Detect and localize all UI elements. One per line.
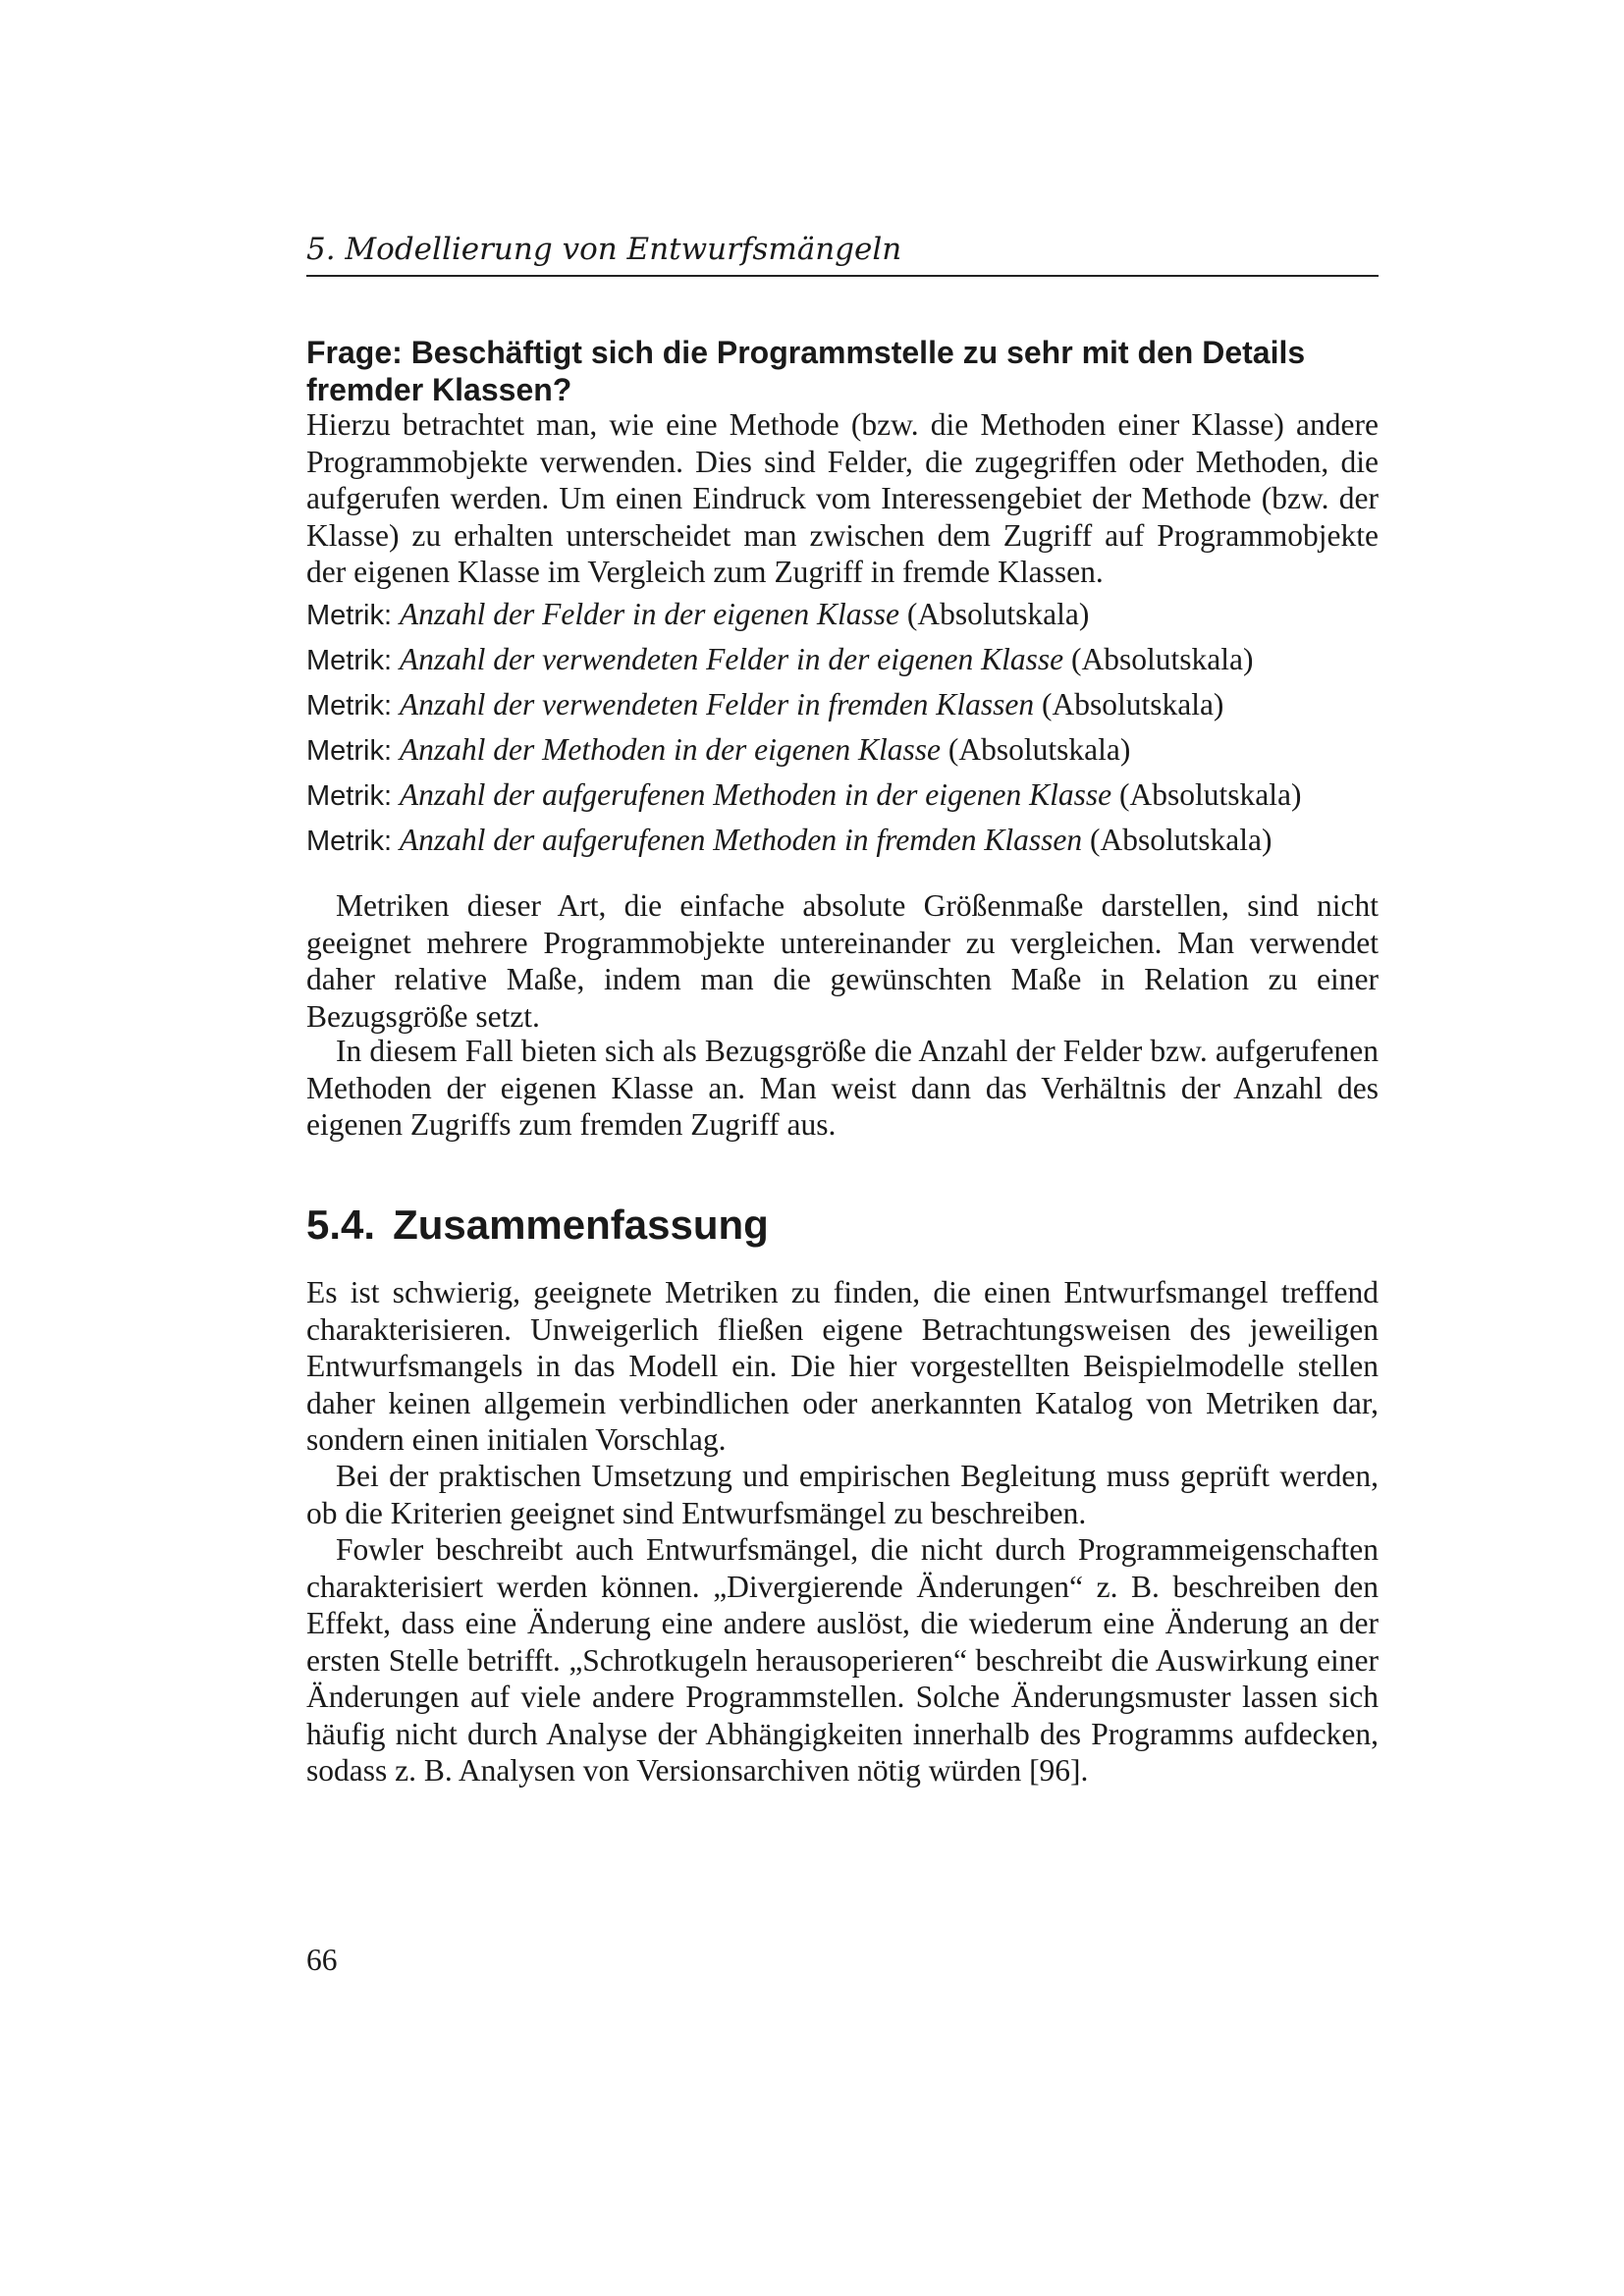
header-rule bbox=[306, 275, 1379, 277]
metric-label: Metrik: bbox=[306, 600, 392, 631]
metric-label: Metrik: bbox=[306, 645, 392, 676]
metric-name: Anzahl der Methoden in der eigenen Klasse bbox=[399, 732, 942, 767]
metric-line bbox=[306, 821, 1379, 861]
metric-scale: (Absolutskala) bbox=[947, 732, 1131, 767]
question-heading: Frage: Beschäftigt sich die Programmstelle zu sehr mit den Details fremder Klassen? bbox=[306, 335, 1306, 407]
section-paragraph: Es ist schwierig, geeignete Metriken zu finden, die einen Entwurfsmangel treffend charakterisieren. Unweigerlich fließen eigene Betrachtungsweisen des jeweiligen Entwurfsmangels in das Modell ein. Die hier vorgestellten Beispielmodelle stellen daher keinen allgemein verbindlichen oder anerkannten Katalog von Metriken dar, sondern einen initialen Vorschlag. bbox=[306, 1275, 1379, 1457]
section-number: 5.4. bbox=[306, 1201, 376, 1248]
metric-scale: (Absolutskala) bbox=[1041, 687, 1224, 721]
metric-scale: (Absolutskala) bbox=[1070, 642, 1254, 676]
body-paragraph: In diesem Fall bieten sich als Bezugsgröße die Anzahl der Felder bzw. aufgerufenen Methoden der eigenen Klasse an. Man weist dann das Verhältnis der Anzahl des eigenen Zugriffs zum fremden Zugriff aus. bbox=[306, 1034, 1379, 1142]
metric-line bbox=[306, 730, 1379, 771]
running-head: 5. Modellierung von Entwurfsmängeln bbox=[306, 232, 902, 267]
metric-scale: (Absolutskala) bbox=[1118, 777, 1302, 812]
section-title: Zusammenfassung bbox=[393, 1201, 769, 1248]
metric-label: Metrik: bbox=[306, 826, 392, 857]
metric-name: Anzahl der verwendeten Felder in fremden Klassen bbox=[399, 687, 1035, 721]
metric-name: Anzahl der verwendeten Felder in der eigenen Klasse bbox=[399, 642, 1064, 676]
metric-label: Metrik: bbox=[306, 690, 392, 721]
metric-scale: (Absolutskala) bbox=[1089, 823, 1272, 857]
section-paragraph: Fowler beschreibt auch Entwurfsmängel, die nicht durch Programmeigenschaften charakterisiert werden können. „Divergierende Änderungen“ z. B. beschreiben den Effekt, dass eine Änderung eine andere auslöst, die wiederum eine Änderung an der ersten Stelle betrifft. „Schrotkugeln herausoperieren“ beschreibt die Auswirkung einer Änderungen auf viele andere Programmstellen. Solche Änderungsmuster lassen sich häufig nicht durch Analyse der Abhängigkeiten innerhalb des Programms aufdecken, sodass z. B. Analysen von Versionsarchiven nötig würden [96]. bbox=[306, 1532, 1379, 1788]
page-number: 66 bbox=[306, 1943, 338, 1977]
metric-name: Anzahl der Felder in der eigenen Klasse bbox=[399, 597, 900, 631]
metric-line bbox=[306, 775, 1379, 816]
section-paragraph: Bei der praktischen Umsetzung und empirischen Begleitung muss geprüft werden, ob die Kriterien geeignet sind Entwurfsmängel zu beschreiben. bbox=[306, 1459, 1379, 1530]
metric-label: Metrik: bbox=[306, 780, 392, 812]
metric-line bbox=[306, 685, 1379, 725]
metric-line bbox=[306, 640, 1379, 680]
metric-label: Metrik: bbox=[306, 735, 392, 767]
section-heading bbox=[306, 1200, 1379, 1251]
metric-scale: (Absolutskala) bbox=[906, 597, 1090, 631]
intro-paragraph: Hierzu betrachtet man, wie eine Methode (bzw. die Methoden einer Klasse) andere Programmobjekte verwenden. Dies sind Felder, die zugegriffen oder Methoden, die aufgerufen werden. Um einen Eindruck vom Interessengebiet der Methode (bzw. der Klasse) zu erhalten unterscheidet man zwischen dem Zugriff auf Programmobjekte der eigenen Klasse im Vergleich zum Zugriff in fremde Klassen. bbox=[306, 407, 1379, 589]
metric-name: Anzahl der aufgerufenen Methoden in der eigenen Klasse bbox=[399, 777, 1112, 812]
metric-name: Anzahl der aufgerufenen Methoden in fremden Klassen bbox=[399, 823, 1083, 857]
metric-line bbox=[306, 595, 1379, 635]
body-paragraph: Metriken dieser Art, die einfache absolute Größenmaße darstellen, sind nicht geeignet mehrere Programmobjekte untereinander zu vergleichen. Man verwendet daher relative Maße, indem man die gewünschten Maße in Relation zu einer Bezugsgröße setzt. bbox=[306, 888, 1379, 1034]
